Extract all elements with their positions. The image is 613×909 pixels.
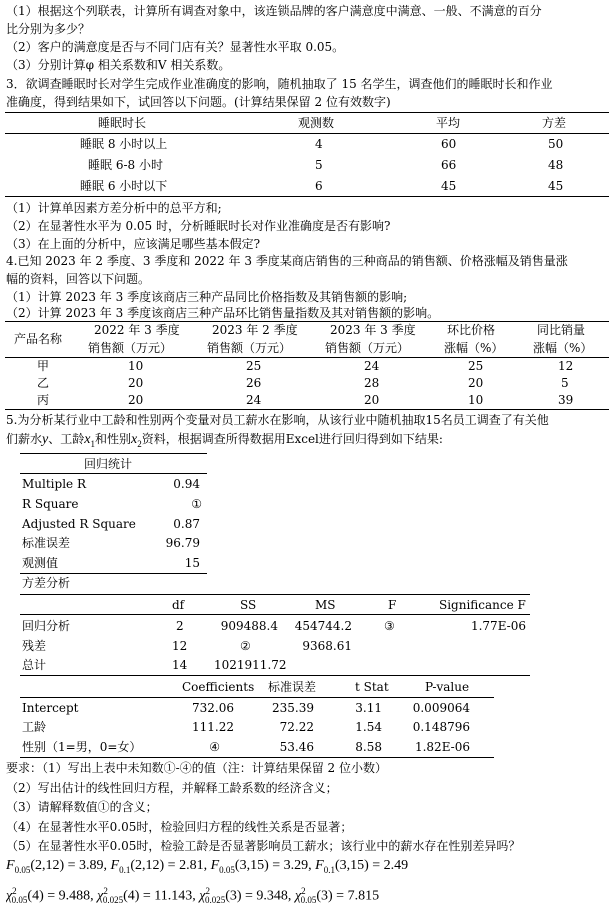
q5-req-1: 要求：（1）写出上表中未知数①-④的值（注：计算结果保留 2 位小数） [6,761,387,775]
anova-top-rule [20,594,530,595]
anova-row-ss: 1021911.72 [214,658,287,672]
q5-req-3: （3）请解释数值①的含义； [6,800,158,814]
f-critical-values: $F_{0.05}(2,12) = 3.89$, $F_{0.1}(2,12) = 2.81$, $F_{0.05}(3,15) = 3.29$, $F_{0.1}(3,15) = 2.49$ [6,858,409,875]
q4-header-col2-a: 2023 年 2 季度 [212,323,298,337]
q4-row-c4: 25 [468,359,484,373]
anova-header-ss: SS [240,598,257,612]
q4-row-c4: 20 [468,376,484,390]
anova-header-ms: MS [315,598,336,612]
coef-header-rule [20,697,494,698]
coef-header-p: P-value [425,680,470,694]
q4-row-c5: 5 [561,376,569,390]
q4-line-2: 幅的资料，回答以下问题。 [6,272,151,286]
q3-row-var: 50 [548,137,564,151]
q5-line-2-d: 资料，根据调查所得数据用Excel进行回归得到如下结果: [141,432,443,446]
coef-header-t: t Stat [355,680,389,694]
anova-header-df: df [172,598,185,612]
q4-header-col4-a: 环比价格 [447,323,496,337]
q4-row-c2: 25 [246,359,262,373]
anova-row-sigf: 1.77E-06 [470,619,526,633]
q5-req-2: （2）写出估计的线性回归方程，并解释工龄系数的经济含义； [6,781,338,795]
anova-row-ss: ② [240,639,251,653]
q3-row-label: 睡眠 6-8 小时 [88,158,163,172]
q2-sub-3: （3）分别计算φ 相关系数和V 相关系数。 [6,58,231,72]
q4-header-col5-b: 涨幅（%） [533,341,593,355]
q2-sub-2: （2）客户的满意度是否与不同门店有关？显著性水平取 0.05。 [6,40,345,54]
q4-sub-1: （1）计算 2023 年 3 季度该商店三种产品同比价格指数及其销售额的影响; [6,290,408,304]
q4-row-name: 乙 [37,376,50,390]
q4-row-c2: 24 [246,393,262,407]
reg-stat-label: R Square [22,497,79,511]
reg-stat-value: 96.79 [165,536,200,550]
reg-stat-value: 15 [184,556,200,570]
coef-row-se: 53.46 [279,740,314,754]
q3-table-top-rule [5,112,609,113]
anova-row-label: 残差 [22,639,47,653]
q4-row-c5: 39 [558,393,574,407]
q4-row-c1: 10 [128,359,144,373]
coef-row-t: 3.11 [355,701,382,715]
anova-header-rule [20,614,530,615]
q3-row-count: 5 [315,158,323,172]
q3-row-label: 睡眠 6 小时以下 [80,179,168,193]
q4-header-col1-b: 销售额（万元） [88,341,173,355]
q4-header-col5-a: 同比销量 [537,323,586,337]
q5-line-1: 5.为分析某行业中工龄和性别两个变量对员工薪水在影响，从该行业中随机抽取15名员工调查了有关他 [6,413,549,427]
anova-row-ss: 909488.4 [220,619,278,633]
anova-row-ms: 9368.61 [302,639,352,653]
q4-header-col2-b: 销售额（万元） [207,341,292,355]
q3-sub-2: （2）在显著性水平为 0.05 时，分析睡眠时长对作业准确度是否有影响? [6,219,391,233]
q5-line-2-a: 们薪水 [6,432,43,446]
coef-row-label: 工龄 [22,720,47,734]
coef-row-se: 72.22 [279,720,314,734]
coef-row-t: 8.58 [355,740,382,754]
coef-header-coef: Coefficients [182,680,255,694]
q3-header-count: 观测数 [298,116,335,130]
anova-row-label: 回归分析 [22,619,71,633]
q5-req-5: （5）在显著性水平0.05时，检验工龄是否显著影响员工薪水；该行业中的薪水存在性别差异吗？ [6,839,521,853]
coef-row-p: 1.82E-06 [414,740,470,754]
q4-header-col3-a: 2023 年 3 季度 [330,323,416,337]
q3-sub-1: （1）计算单因素方差分析中的总平方和; [6,201,222,215]
q4-row-name: 甲 [37,359,50,373]
coef-row-label: Intercept [22,701,79,715]
coef-row-coef: ④ [209,740,220,754]
q3-line-1: 3．欲调查睡眠时长对学生完成作业准确度的影响，随机抽取了 15 名学生，调查他们的睡眠时长和作业 [6,77,553,91]
anova-row-label: 总计 [22,658,47,672]
coef-row-coef: 732.06 [192,701,234,715]
coef-row-p: 0.009064 [412,701,470,715]
q4-row-c2: 26 [246,376,262,390]
q4-row-c1: 20 [128,393,144,407]
q4-table-bottom-rule [5,409,609,410]
anova-bottom-rule [20,675,530,676]
q3-row-mean: 45 [441,179,457,193]
anova-row-df: 2 [176,619,184,633]
reg-stat-value: 0.94 [173,477,200,491]
q3-row-count: 6 [315,179,323,193]
q3-line-2: 准确度，得到结果如下，试回答以下问题。(计算结果保留 2 位有效数字) [6,95,391,109]
q4-row-c3: 24 [364,359,380,373]
q4-row-c1: 20 [128,376,144,390]
anova-row-ms: 454744.2 [294,619,352,633]
q3-row-mean: 66 [441,158,457,172]
q4-header-col4-b: 涨幅（%） [444,341,504,355]
q5-req-4: （4）在显著性水平0.05时，检验回归方程的线性关系是否显著； [6,820,353,834]
q4-row-c5: 12 [558,359,574,373]
q4-header-col3-b: 销售额（万元） [325,341,410,355]
coef-row-t: 1.54 [355,720,382,734]
q4-row-name: 丙 [37,393,50,407]
q4-row-c3: 20 [364,393,380,407]
q3-header-mean: 平均 [436,116,461,130]
q5-line-2-b: 、工龄 [48,432,85,446]
q4-table-header-rule [5,357,609,358]
q3-row-count: 4 [315,137,323,151]
anova-title: 方差分析 [22,576,71,590]
anova-header-f: F [388,598,397,612]
coef-row-se: 235.39 [272,701,314,715]
q2-line-1: （1）根据这个列联表，计算所有调查对象中，该连锁品牌的客户满意度中满意、一般、不满意的百分 [6,4,542,18]
q3-table-bottom-rule [5,196,609,197]
coef-header-se: 标准误差 [268,680,317,694]
var-x1: $x_1$ [84,432,95,449]
reg-stat-label: 标准误差 [22,536,71,550]
q4-sub-2: （2）计算 2023 年 3 季度该商店三种产品环比销售量指数及其对销售额的影响。 [6,306,440,320]
coef-row-p: 0.148796 [412,720,470,734]
reg-stat-value: 0.87 [173,517,200,531]
q3-header-var: 方差 [542,116,567,130]
q2-line-2: 比分别为多少？ [6,22,91,36]
q3-sub-3: （3）在上面的分析中，应该满足哪些基本假定? [6,237,261,251]
q3-table-header-rule [5,133,609,134]
reg-top-rule [20,453,207,454]
q4-header-name: 产品名称 [14,332,63,346]
q3-row-label: 睡眠 8 小时以上 [80,137,168,151]
var-x2: $x_2$ [130,432,142,449]
anova-header-sigf: Significance F [439,598,526,612]
reg-stat-label: 观测值 [22,556,59,570]
q3-header-sleep: 睡眠时长 [98,116,147,130]
reg-title: 回归统计 [84,457,133,471]
coef-row-coef: 111.22 [192,720,234,734]
reg-stat-value: ① [191,497,202,511]
q3-row-mean: 60 [441,137,457,151]
q5-line-2-c: 和性别 [94,432,131,446]
coef-row-label: 性别（1=男，0=女） [22,740,142,754]
q4-row-c3: 28 [364,376,380,390]
anova-row-df: 14 [172,658,188,672]
q4-row-c4: 10 [468,393,484,407]
q4-line-1: 4.已知 2023 年 2 季度、3 季度和 2022 年 3 季度某商店销售的三种商品的销售额、价格涨幅及销售量涨 [6,254,568,268]
var-y: y [42,432,49,447]
anova-row-f: ③ [384,619,395,633]
q5-line-2 [6,430,608,453]
anova-row-df: 12 [172,639,188,653]
reg-stat-label: Multiple R [22,477,86,491]
reg-title-rule [20,473,207,474]
q4-header-col1-a: 2022 年 3 季度 [94,323,180,337]
chi-square-critical-values: $\chi^2_{0.05}(4) = 9.488$, $\chi^2_{0.025}(4) = 11.143$, $\chi^2_{0.025}(3) = 9.348$, $\chi^2_{0.05}(3) = 7.815$ [6,886,380,906]
q3-row-var: 45 [548,179,564,193]
q3-row-var: 48 [548,158,564,172]
reg-stat-label: Adjusted R Square [22,517,136,531]
coef-bottom-rule [20,757,494,758]
